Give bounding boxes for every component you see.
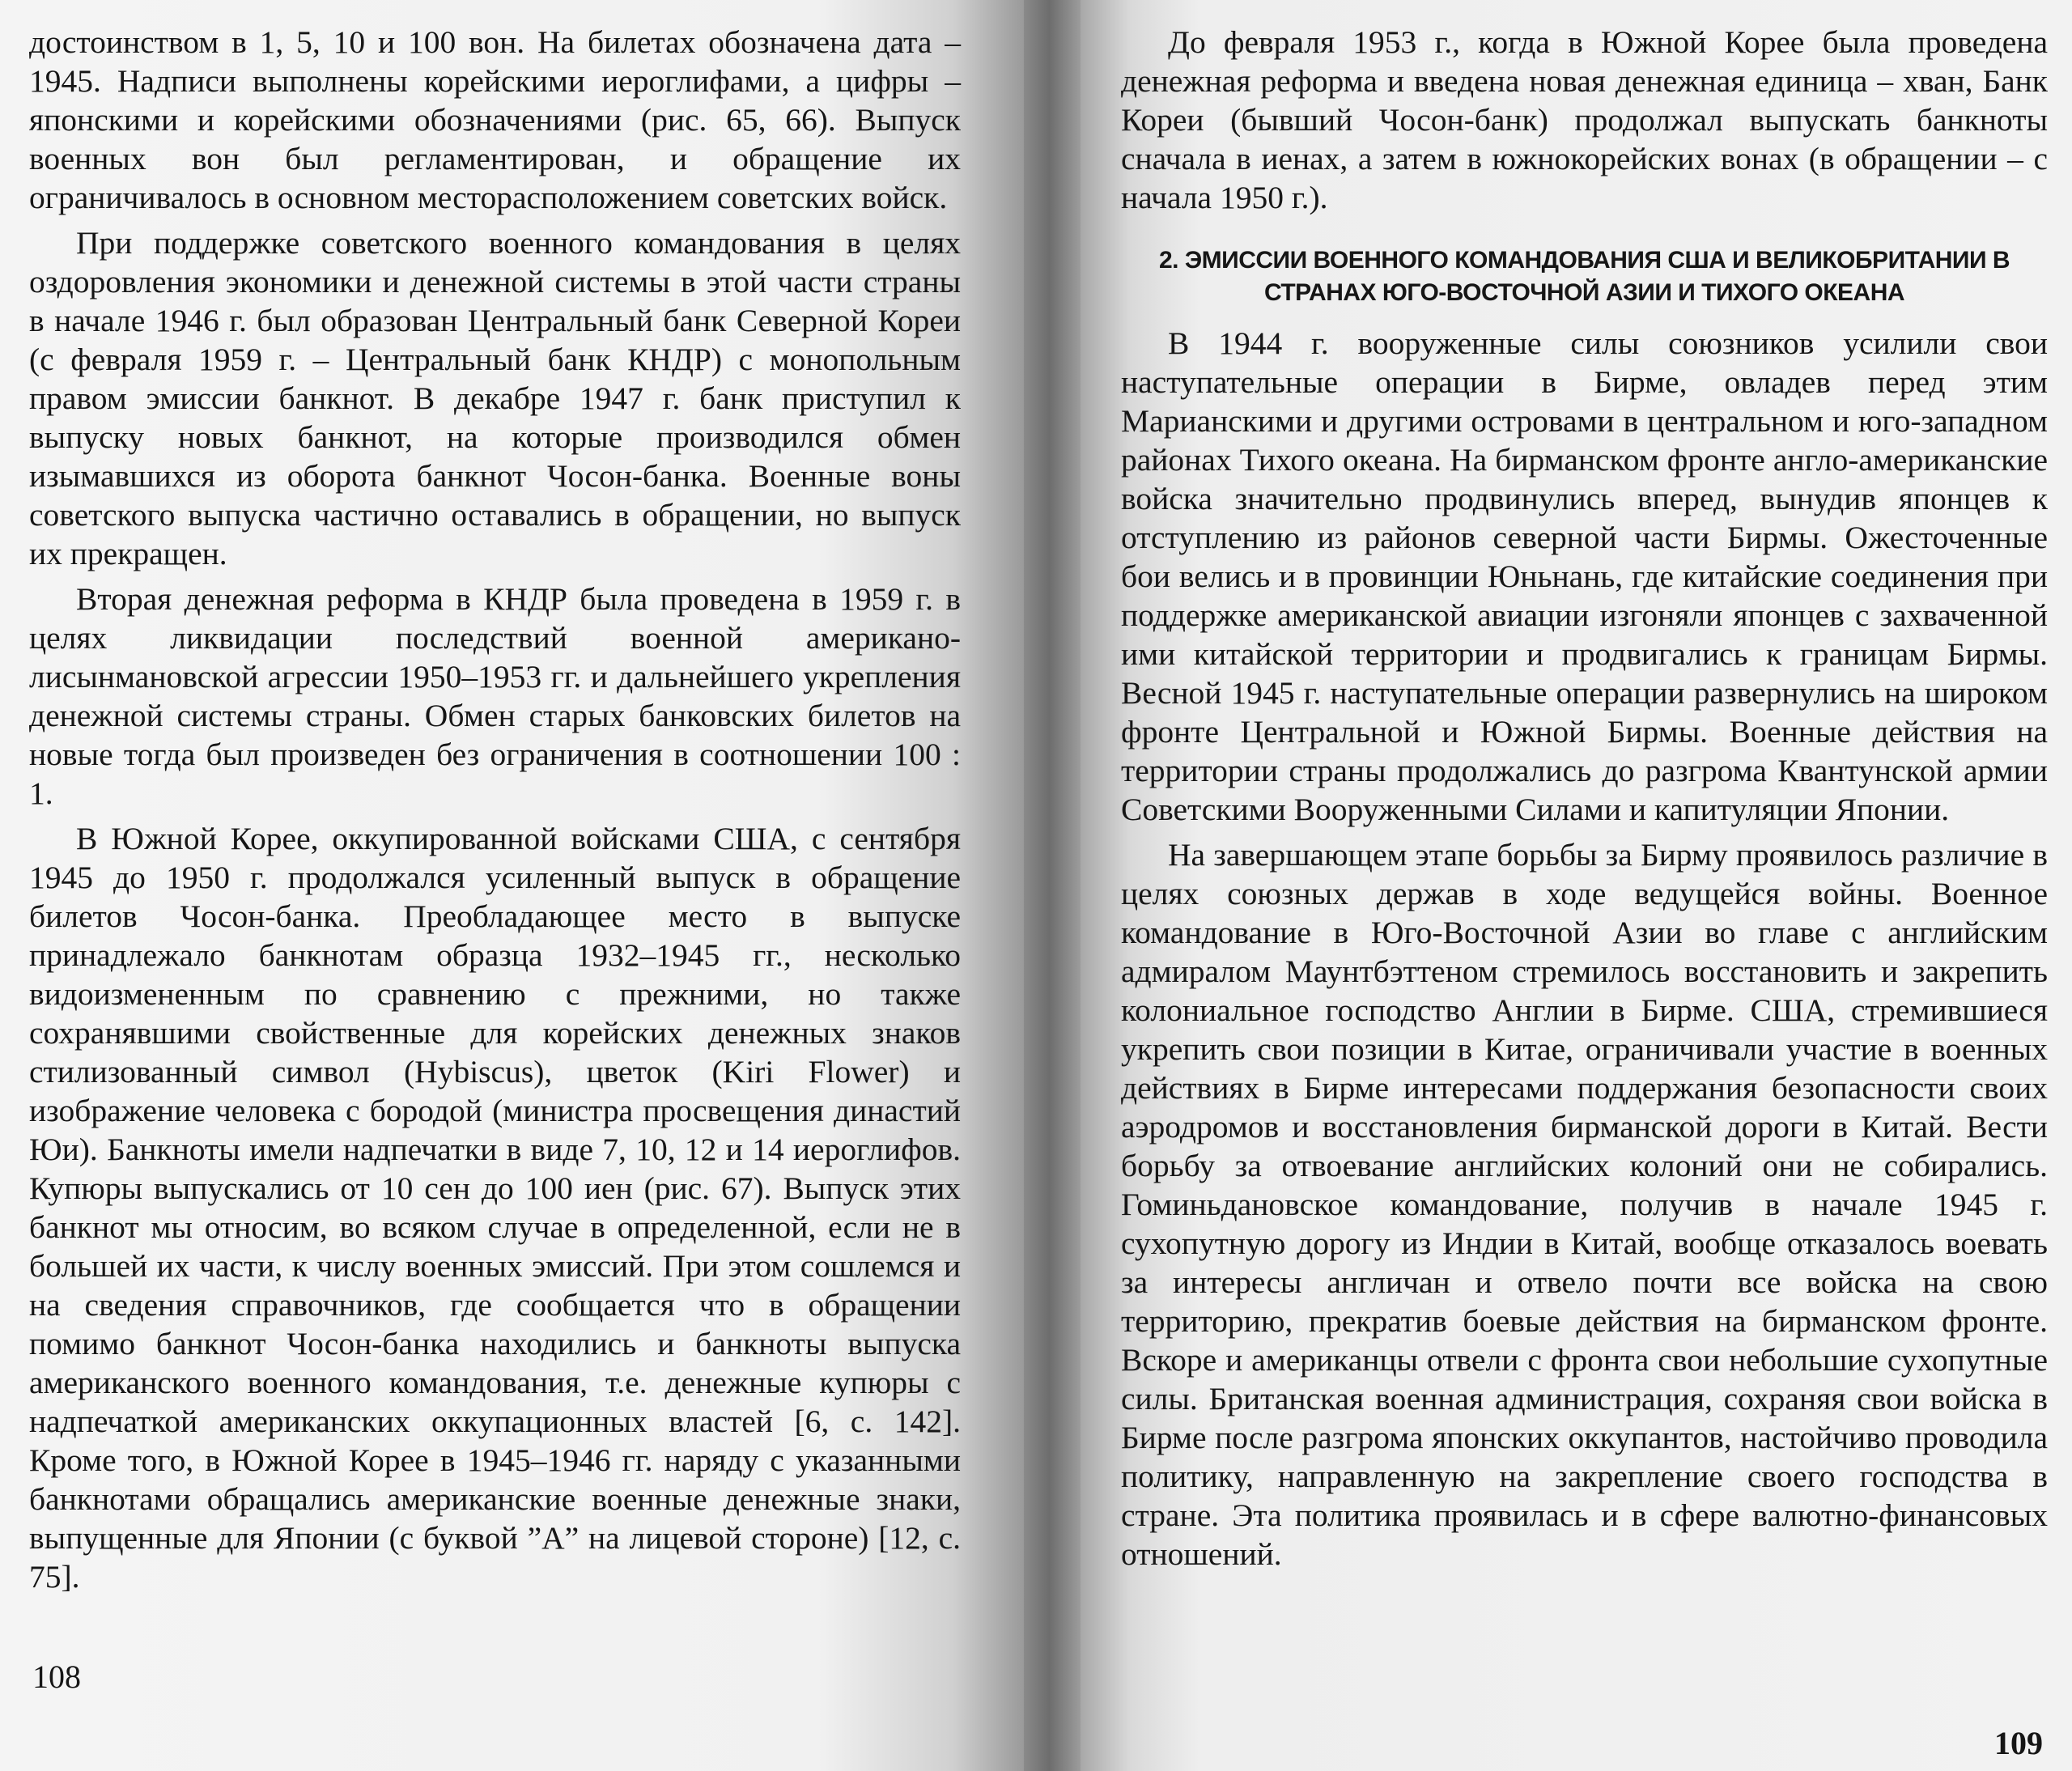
- book-gutter: [1024, 0, 1081, 1771]
- page-number-left: 108: [32, 1658, 81, 1695]
- section-heading: 2. ЭМИССИИ ВОЕННОГО КОМАНДОВАНИЯ США И ВЕЛИКОБРИТАНИИ В СТРАНАХ ЮГО-ВОСТОЧНОЙ АЗИИ И ТИХОГО ОКЕАНА: [1158, 247, 2010, 306]
- right-intro-paragraph: До февраля 1953 г., когда в Южной Корее была проведена денежная реформа и введена новая денежная единица – хван, Банк Кореи (бывший Чосон-банк) продолжал выпускать банкноты сначала в иенах, а затем в южнокорейских вонах (в обращении – с начала 1950 г.).: [1121, 24, 2048, 215]
- left-paragraph-2: При поддержке советского военного командования в целях оздоровления экономики и денежной системы в этой части страны в начале 1946 г. был образован Центральный банк Северной Кореи (с февраля 1959 г. – Центральный банк КНДР) с монопольным правом эмиссии банкнот. В декабре 1947 г. банк приступил к выпуску новых банкнот, на которые производился обмен изымавшихся из оборота банкнот Чосон-банка. Военные воны советского выпуска частично оставались в обращении, но выпуск их прекращен.: [29, 225, 961, 571]
- left-page: [0, 0, 1024, 1771]
- right-page: [1081, 0, 2072, 1771]
- right-paragraph-1: В 1944 г. вооруженные силы союзников усилили свои наступательные операции в Бирме, овладев перед этим Марианскими и другими островами в центральном и юго-западном районах Тихого океана. На бирманском фронте англо-американские войска значительно продвинулись вперед, вынудив японцев к отступлению из районов северной части Бирмы. Ожесточенные бои велись и в провинции Юньнань, где китайские соединения при поддержке американской авиации изгоняли японцев с захваченной ими китайской территории и продвигались к границам Бирмы. Весной 1945 г. наступательные операции развернулись на широком фронте Центральной и Южной Бирмы. Военные действия на территории страны продолжались до разгрома Квантунской армии Советскими Вооруженными Силами и капитуляции Японии.: [1121, 325, 2048, 827]
- page-number-right: 109: [1994, 1725, 2043, 1761]
- left-paragraph-1: достоинством в 1, 5, 10 и 100 вон. На билетах обозначена дата – 1945. Надписи выполнены корейскими иероглифами, а цифры – японскими и корейскими обозначениями (рис. 65, 66). Выпуск военных вон был регламентирован, и обращение их ограничивалось в основном месторасположением советских войск.: [29, 24, 961, 215]
- right-paragraph-2: На завершающем этапе борьбы за Бирму проявилось различие в целях союзных держав в ходе ведущейся войны. Военное командование в Юго-Восточной Азии во главе с английским адмиралом Маунтбэттеном стремилось восстановить и закрепить колониальное господство Англии в Бирме. США, стремившиеся укрепить свои позиции в Китае, ограничивали участие в военных действиях в Бирме интересами поддержания безопасности своих аэродромов и восстановления бирманской дороги в Китай. Вести борьбу за отвоевание английских колоний они не собирались. Гоминьдановское командование, получив в начале 1945 г. сухопутную дорогу из Индии в Китай, вообще отказалось воевать за интересы англичан и отвело почти все войска на свою территорию, прекратив боевые действия на бирманском фронте. Вскоре и американцы отвели с фронта свои небольшие сухопутные силы. Британская военная администрация, сохраняя свои войска в Бирме после разгрома японских оккупантов, настойчиво проводила политику, направленную на закрепление своего господства в стране. Эта политика проявилась и в сфере валютно-финансовых отношений.: [1121, 837, 2048, 1572]
- left-paragraph-3: Вторая денежная реформа в КНДР была проведена в 1959 г. в целях ликвидации последствий военной американо-лисынмановской агрессии 1950–1953 гг. и дальнейшего укрепления денежной системы страны. Обмен старых банковских билетов на новые тогда был произведен без ограничения в соотношении 100 : 1.: [29, 581, 961, 811]
- left-paragraph-4: В Южной Корее, оккупированной войсками США, с сентября 1945 до 1950 г. продолжался усиленный выпуск в обращение билетов Чосон-банка. Преобладающее место в выпуске принадлежало банкнотам образца 1932–1945 гг., несколько видоизмененным по сравнению с прежними, но также сохранявшими свойственные для корейских денежных знаков стилизованный символ (Hybiscus), цветок (Kiri Flower) и изображение человека с бородой (министра просвещения династий Юи). Банкноты имели надпечатки в виде 7, 10, 12 и 14 иероглифов. Купюры выпускались от 10 сен до 100 иен (рис. 67). Выпуск этих банкнот мы относим, во всяком случае в определенной, если не в большей их части, к числу военных эмиссий. При этом сошлемся и на сведения справочников, где сообщается что в обращении помимо банкнот Чосон-банка находились и банкноты выпуска американского военного командования, т.е. денежные купюры с надпечаткой американских оккупационных властей [6, с. 142]. Кроме того, в Южной Корее в 1945–1946 гг. наряду с указанными банкнотами обращались американские военные денежные знаки, выпущенные для Японии (с буквой ”A” на лицевой стороне) [12, с. 75].: [29, 821, 961, 1595]
